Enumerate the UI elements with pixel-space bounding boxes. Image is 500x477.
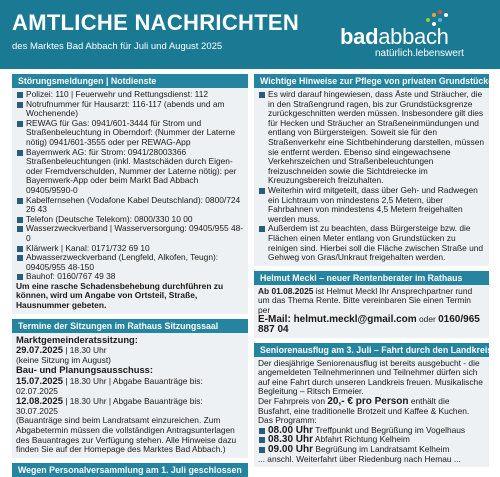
bau-note: (Bauanträge sind beim Landratsamt einzureichen. Zum Abgabetermin müssen die vollständigen Antragsunterlagen des Bauantrages zur Verfügung stehen. Alle Hinweise dazu finden Sie auf der Homepage des Marktes Bad Abbach.) [16, 415, 237, 455]
program-item: 09.00 Uhr Begrüßung im Landratsamt Kelheim [258, 445, 485, 455]
section-heading-senioren: Seniorenausflug am 3. Juli – Fahrt durch den Landkreis [254, 343, 489, 357]
program-item: 08.00 Uhr Treffpunkt und Begrüßung im Vogelhaus [258, 426, 485, 436]
hinweis-list [258, 90, 485, 263]
program-item: 08.30 Uhr Abfahrt Richtung Kelheim [258, 435, 485, 445]
list-item: Bauhof: 0160/767 49 38 [16, 272, 244, 282]
list-item: Telefon (Deutsche Telekom): 0800/330 10 00 [16, 215, 244, 225]
markt-label: Marktgemeinderatssitzung: [16, 333, 138, 345]
list-item: Es wird darauf hingewiesen, dass Äste und Sträucher, die in den Straßengrund ragen, bis zur Grundstücksgrenze zurückgeschnitten werden müssen. Insbesondere gilt dies für Hecken und Sträucher an Straßeneinmündungen und entlang von Bürgersteigen. Soweit sie für den Straßenverkehr eine Sichtbehinderung darstellen, müssen sie entfernt werden. Ebenso sind eingewachsene Verkehrszeichen und Straßenbeleuchtungen freizuschneiden sowie die Sichtdreiecke im Kreuzungsbereich freizuhalten. [258, 90, 485, 186]
page-subtitle: des Marktes Bad Abbach für Juli und August 2025 [12, 41, 223, 52]
bad-abbach-logo [340, 10, 490, 60]
senioren-price: Der Fahrpreis von 20,- € pro Person enthält die Busfahrt, eine traditionelle Brotzeit und Kaffee & Kuchen. [258, 396, 470, 416]
program-list [258, 426, 485, 455]
list-item: Abwasserzweckverband (Lengfeld, Alkofen, Teugn): 09405/955 48-150 [16, 253, 244, 272]
list-item: Wasserzweckverband | Wasserversorgung: 09405/955 48-0 [16, 224, 244, 243]
bau-date-line-1: 15.07.2025 | 18.30 Uhr | Abgabe Bauanträge bis: 02.07.2025 [16, 375, 203, 396]
program-label: Das Programm: [258, 415, 317, 426]
bau-label: Bau- und Planungsausschuss: [16, 364, 153, 376]
list-item: Klärwerk | Kanal: 0171/732 69 10 [16, 244, 244, 254]
senioren-text: Der diesjährige Seniorenausflug ist bereits ausgebucht - die angemeldeten Teilnehmerinnen und Teilnehmer dürfen sich auf eine Fahrt durch unseren Landkreis freuen. Musikalische Begleitung – Ritsch Ermeier. [258, 357, 483, 397]
emergency-list [16, 90, 244, 282]
section-body-stoerung [12, 88, 248, 314]
logo-dot [438, 18, 442, 22]
section-heading-stoerung: Störungsmeldungen | Notdienste [12, 74, 248, 88]
list-item: Kabelfernsehen (Vodafone Kabel Deutschland): 0800/724 26 43 [16, 196, 244, 215]
bau-date-line-2: 12.08.2025 | 18.30 Uhr | Abgabe Bauanträge bis: 30.07.2025 [16, 395, 203, 416]
logo-dot [432, 13, 436, 17]
phone-number: 0160/965 887 04 [258, 314, 480, 336]
section-body-senioren [254, 357, 489, 468]
left-column [12, 69, 248, 475]
program-cut-line: ... anschl. Weiterfahrt über Riedenburg nach Hemau ... [258, 453, 461, 464]
meckl-intro: Ab 01.08.2025 ist Helmut Meckl Ihr Ansprechpartner rund um das Thema Rente. Bitte vereinbaren Sie einen Termin per [258, 285, 473, 315]
meckl-contact: E-Mail: helmut.meckl@gmail.com oder 0160/965 887 04 [258, 314, 480, 336]
page-header [0, 0, 500, 69]
list-item: Polizei: 110 | Feuerwehr und Rettungsdienst: 112 [16, 90, 244, 100]
list-item: Weiterhin wird mitgeteilt, dass über Geh- und Radwegen ein Lichtraum von mindestens 2,5 Metern, über Fahrbahnen von mindestens 4,5 Metern freigehalten werden muss. [258, 186, 485, 224]
logo-wordmark: badabbach [340, 24, 449, 49]
list-item: REWAG für Gas: 0941/601-3444 für Strom und Straßenbeleuchtung in Oberndorf: (Nummer der Laterne nötig) 0941/601-3555 oder per REWAG-App [16, 119, 244, 148]
section-body-hinweise [254, 88, 489, 266]
list-item: Bayernwerk AG: für Strom: 0941/28003366 Straßenbeleuchtungen (inkl. Mastschäden durch Eigen- oder Fremdverschulden, Nummer der Laterne nötig): per Bayernwerk-App oder beim Markt Bad Abbach 09405/9590-0 [16, 148, 244, 196]
section-heading-hinweise: Wichtige Hinweise zur Pflege von privaten Grundstücken [254, 74, 489, 88]
stoerung-note: Um eine rasche Schadensbehebung durchführen zu können, wird um Angabe von Ortsteil, Straße, Hausnummer gebeten. [16, 280, 224, 311]
section-heading-termine: Termine der Sitzungen im Rathaus Sitzungssaal [12, 319, 248, 333]
list-item: Außerdem ist zu beachten, dass Bürgersteige bzw. die Flächen einen Meter entlang von Grundstücken zu reinigen sind. Hierbei soll die Fläche zwischen Straße und Gehweg von Gras/Unkraut freigehalten werden. [258, 224, 485, 262]
section-body-termine [12, 333, 248, 458]
logo-dot [426, 18, 430, 22]
list-item: Notrufnummer für Hausarzt: 116-117 (abends und am Wochenende) [16, 100, 244, 119]
right-column [254, 69, 499, 464]
logo-dot [444, 13, 448, 17]
page-title: AMTLICHE NACHRICHTEN [12, 10, 300, 35]
markt-date-line: 29.07.2025 | 18.30 Uhr [16, 344, 107, 356]
section-heading-meckl: Helmut Meckl – neuer Rentenberater im Rathaus [254, 271, 489, 285]
section-body-meckl [254, 285, 489, 338]
logo-tagline: natürlich.lebenswert [375, 48, 464, 59]
markt-note: (keine Sitzung im August) [16, 354, 111, 365]
section-heading-personal: Wegen Personalversammlung am 1. Juli geschlossen [12, 463, 248, 477]
logo-dot [438, 10, 442, 14]
email-link[interactable]: helmut.meckl@gmail.com [293, 314, 417, 326]
